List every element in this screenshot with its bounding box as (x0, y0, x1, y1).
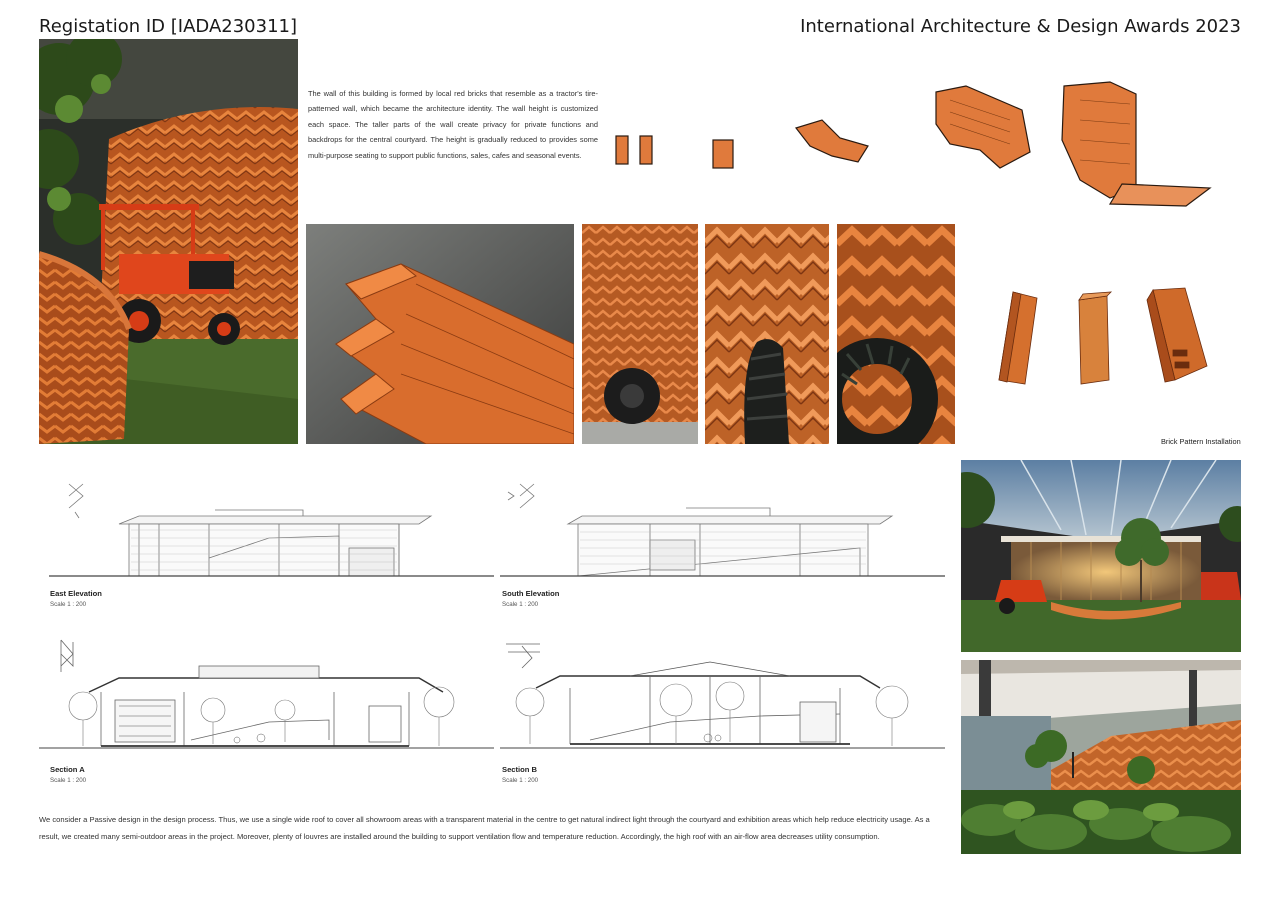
drawing-scale-section-a: Scale 1 : 200 (50, 777, 87, 784)
photo-wall-small-tire (582, 224, 698, 444)
drawing-title-east-elevation: East Elevation (50, 589, 102, 598)
brick-caption: Brick Pattern Installation (1161, 437, 1241, 446)
photo-semi-outdoor-garden (961, 660, 1241, 854)
brick-samples (995, 280, 1215, 390)
drawing-scale-east-elevation: Scale 1 : 200 (50, 601, 87, 608)
photo-wall-tire-center (705, 224, 829, 444)
drawing-section-a (39, 636, 494, 752)
photo-courtyard-night (961, 460, 1241, 652)
award-title: International Architecture & Design Awards 2023 (800, 16, 1241, 37)
drawing-scale-south-elevation: Scale 1 : 200 (502, 601, 539, 608)
drawing-south-elevation (500, 478, 945, 578)
brick-assembly-diagrams (610, 80, 1250, 210)
registration-id: Registation ID [IADA230311] (39, 16, 297, 37)
drawing-title-section-a: Section A (50, 765, 85, 774)
photo-tractor-brick-wall (39, 39, 298, 444)
drawing-title-south-elevation: South Elevation (502, 589, 560, 598)
intro-text: The wall of this building is formed by local red bricks that resemble as a tractor's tire-patterned wall, which became the architecture identity. The wall height is customized each space. The taller parts of the wall create privacy for private functions and backdrops for the central courtyard. The height is gradually reduced to provides some multi-purpose seating to support public functions, sales, cafes and seasonal events. (308, 89, 598, 160)
drawing-section-b (500, 636, 945, 752)
drawing-title-section-b: Section B (502, 765, 538, 774)
drawing-east-elevation (39, 478, 494, 578)
drawing-scale-section-b: Scale 1 : 200 (502, 777, 539, 784)
photo-brick-closeup (306, 224, 574, 444)
footer-text: We consider a Passive design in the design process. Thus, we use a single wide roof to cover all showroom areas with a transparent material in the centre to get natural indirect light through the courtyard and exhibition areas which help reduce electricity usage. As a result, we created many semi-outdoor areas in the project. Moreover, plenty of louvres are installed around the building to support ventilation flow and temperature reduction. Accordingly, the high roof with an air-flow area decreases utility consumption. (39, 815, 930, 841)
photo-wall-tire-large (837, 224, 955, 444)
